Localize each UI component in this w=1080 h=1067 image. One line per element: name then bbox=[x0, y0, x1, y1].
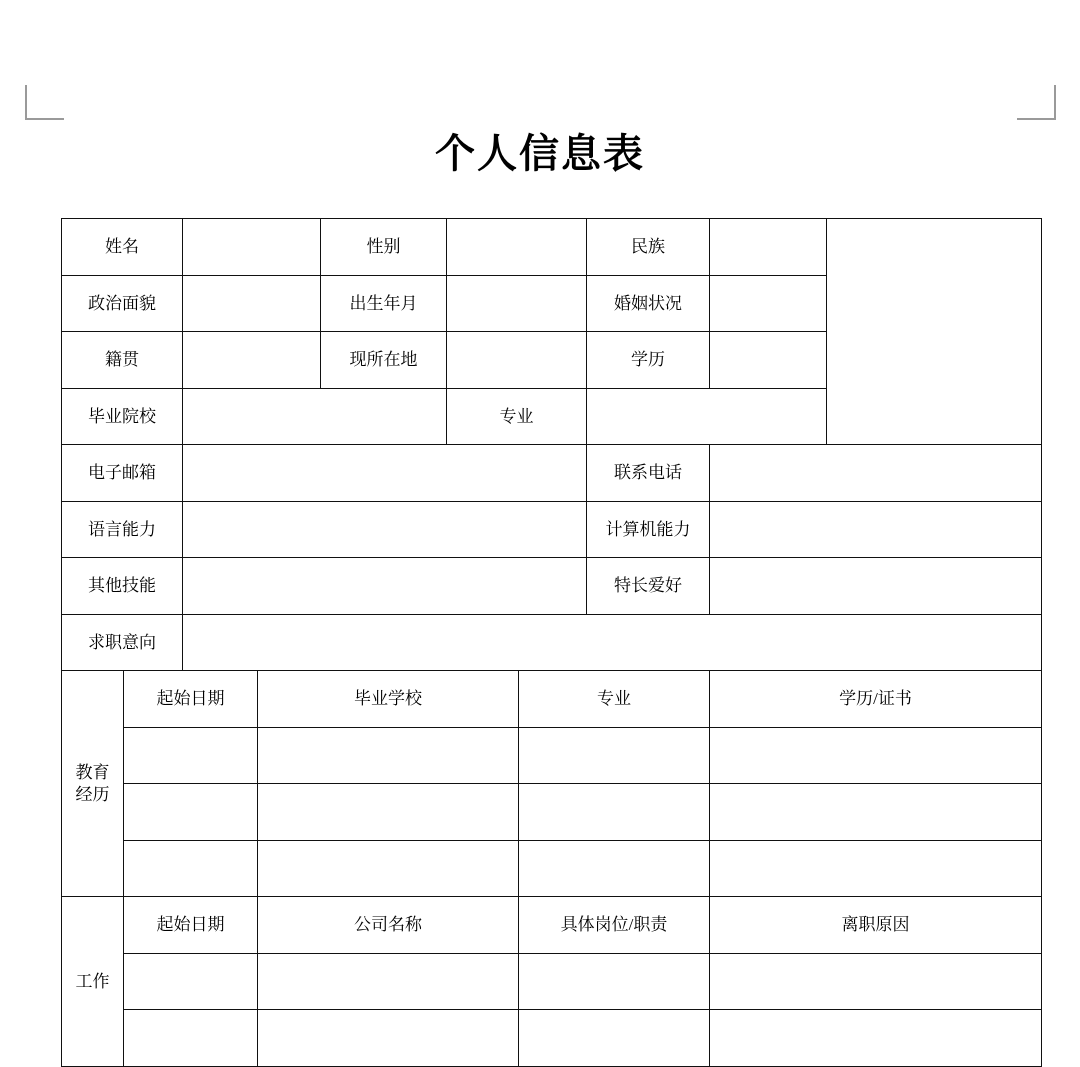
value-name[interactable] bbox=[183, 219, 321, 276]
label-hometown: 籍贯 bbox=[62, 332, 183, 389]
work-cell-leave-reason[interactable] bbox=[710, 953, 1042, 1010]
value-other-skills[interactable] bbox=[183, 558, 587, 615]
photo-cell[interactable] bbox=[827, 219, 1042, 445]
work-cell-start-date[interactable] bbox=[124, 953, 258, 1010]
education-cell-start-date[interactable] bbox=[124, 727, 258, 784]
education-cell-school[interactable] bbox=[258, 727, 519, 784]
value-current-location[interactable] bbox=[447, 332, 587, 389]
personal-information-form bbox=[61, 218, 1042, 1067]
section-label-work bbox=[62, 897, 124, 1067]
education-table-row bbox=[62, 727, 1042, 784]
work-header-company: 公司名称 bbox=[258, 897, 519, 954]
value-email[interactable] bbox=[183, 445, 587, 502]
value-major[interactable] bbox=[587, 388, 827, 445]
work-header-row bbox=[62, 897, 1042, 954]
value-gender[interactable] bbox=[447, 219, 587, 276]
education-cell-degree[interactable] bbox=[710, 784, 1042, 841]
label-gender: 性别 bbox=[321, 219, 447, 276]
label-graduated-school: 毕业院校 bbox=[62, 388, 183, 445]
education-header-major: 专业 bbox=[519, 671, 710, 728]
label-name: 姓名 bbox=[62, 219, 183, 276]
work-cell-company[interactable] bbox=[258, 953, 519, 1010]
education-cell-degree[interactable] bbox=[710, 840, 1042, 897]
page-margin-mark-top-left bbox=[25, 85, 64, 120]
work-table-row bbox=[62, 953, 1042, 1010]
value-birth-date[interactable] bbox=[447, 275, 587, 332]
section-label-education bbox=[62, 671, 124, 897]
value-ethnicity[interactable] bbox=[710, 219, 827, 276]
education-header-degree: 学历/证书 bbox=[710, 671, 1042, 728]
label-birth-date: 出生年月 bbox=[321, 275, 447, 332]
basic-info-row-name bbox=[62, 219, 1042, 276]
label-marital-status: 婚姻状况 bbox=[587, 275, 710, 332]
contact-row-job-intent bbox=[62, 614, 1042, 671]
label-other-skills: 其他技能 bbox=[62, 558, 183, 615]
label-political-status: 政治面貌 bbox=[62, 275, 183, 332]
value-job-intent[interactable] bbox=[183, 614, 1042, 671]
label-hobbies: 特长爱好 bbox=[587, 558, 710, 615]
education-header-start-date: 起始日期 bbox=[124, 671, 258, 728]
value-marital-status[interactable] bbox=[710, 275, 827, 332]
label-language-ability: 语言能力 bbox=[62, 501, 183, 558]
page-title: 个人信息表 bbox=[435, 132, 645, 176]
work-cell-company[interactable] bbox=[258, 1010, 519, 1067]
label-current-location: 现所在地 bbox=[321, 332, 447, 389]
contact-row-language bbox=[62, 501, 1042, 558]
education-header-row bbox=[62, 671, 1042, 728]
education-cell-major[interactable] bbox=[519, 840, 710, 897]
label-major: 专业 bbox=[447, 388, 587, 445]
contact-row-other-skills bbox=[62, 558, 1042, 615]
education-cell-start-date[interactable] bbox=[124, 840, 258, 897]
work-header-position: 具体岗位/职责 bbox=[519, 897, 710, 954]
value-hometown[interactable] bbox=[183, 332, 321, 389]
work-cell-leave-reason[interactable] bbox=[710, 1010, 1042, 1067]
value-graduated-school[interactable] bbox=[183, 388, 447, 445]
contact-row-email bbox=[62, 445, 1042, 502]
value-hobbies[interactable] bbox=[710, 558, 1042, 615]
value-language-ability[interactable] bbox=[183, 501, 587, 558]
education-cell-degree[interactable] bbox=[710, 727, 1042, 784]
label-email: 电子邮箱 bbox=[62, 445, 183, 502]
work-table-row bbox=[62, 1010, 1042, 1067]
label-education-level: 学历 bbox=[587, 332, 710, 389]
education-cell-school[interactable] bbox=[258, 840, 519, 897]
value-phone[interactable] bbox=[710, 445, 1042, 502]
section-label-work-line1: 工作 bbox=[75, 971, 110, 991]
value-education-level[interactable] bbox=[710, 332, 827, 389]
value-political-status[interactable] bbox=[183, 275, 321, 332]
label-phone: 联系电话 bbox=[587, 445, 710, 502]
education-cell-start-date[interactable] bbox=[124, 784, 258, 841]
education-cell-major[interactable] bbox=[519, 784, 710, 841]
label-computer-ability: 计算机能力 bbox=[587, 501, 710, 558]
work-cell-start-date[interactable] bbox=[124, 1010, 258, 1067]
education-cell-major[interactable] bbox=[519, 727, 710, 784]
education-header-school: 毕业学校 bbox=[258, 671, 519, 728]
work-header-leave-reason: 离职原因 bbox=[710, 897, 1042, 954]
label-job-intent: 求职意向 bbox=[62, 614, 183, 671]
education-table-row bbox=[62, 784, 1042, 841]
education-cell-school[interactable] bbox=[258, 784, 519, 841]
value-computer-ability[interactable] bbox=[710, 501, 1042, 558]
page-margin-mark-top-right bbox=[1017, 85, 1056, 120]
label-ethnicity: 民族 bbox=[587, 219, 710, 276]
work-cell-position[interactable] bbox=[519, 953, 710, 1010]
education-table-row bbox=[62, 840, 1042, 897]
work-cell-position[interactable] bbox=[519, 1010, 710, 1067]
section-label-education-line2: 经历 bbox=[75, 784, 110, 804]
section-label-education-line1: 教育 bbox=[75, 763, 110, 783]
work-header-start-date: 起始日期 bbox=[124, 897, 258, 954]
